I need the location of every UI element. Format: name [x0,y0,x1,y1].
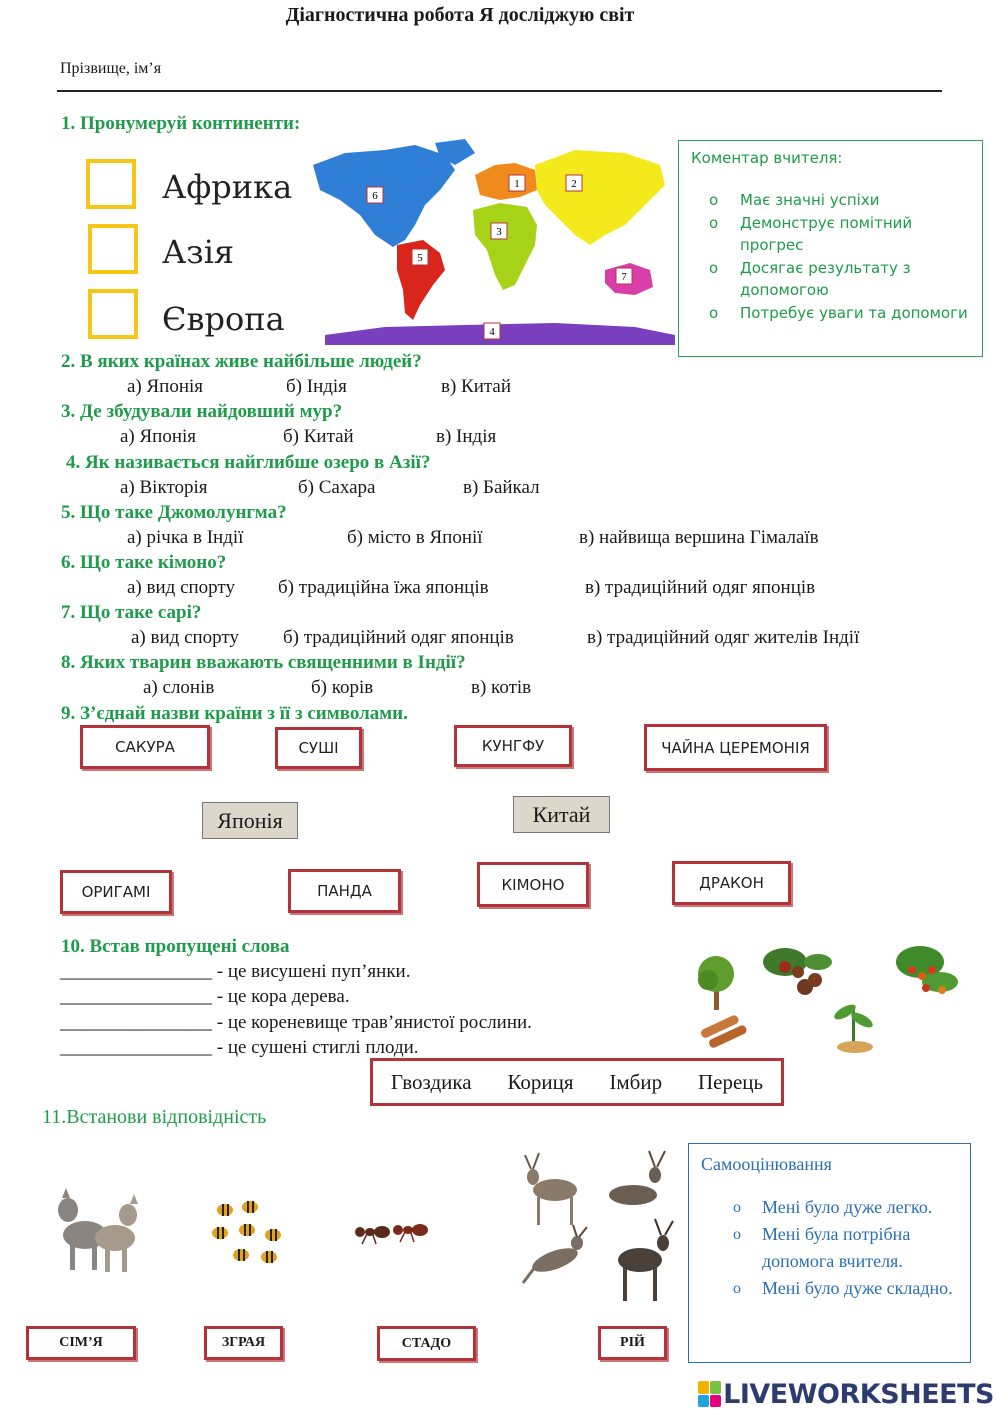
answer-option[interactable]: б) Індія [286,376,347,397]
map-number-6: 6 [372,190,378,202]
blank-input[interactable]: ________________ [60,1037,212,1058]
question-5: 5. Що таке Джомолунгма? [61,502,287,523]
symbol-card[interactable]: СУШІ [275,727,362,769]
map-number-5: 5 [417,252,423,264]
question-9: 9. З’єднай назви країни з її з символами. [61,703,408,724]
teacher-comment-title: Коментар вчителя: [691,149,843,167]
deer-icon [523,1225,587,1283]
symbol-card[interactable]: ДРАКОН [672,861,791,905]
spice-illustrations [690,932,970,1057]
world-map [305,135,680,345]
spice-word[interactable]: Гвоздика [390,1069,472,1094]
map-number-3: 3 [496,226,502,238]
answers-8 [0,677,1000,701]
spice-word[interactable]: Перець [697,1069,764,1094]
blank-input[interactable]: ________________ [60,1012,212,1033]
group-name-card[interactable]: СІМ’Я [26,1326,136,1360]
asia-shape [535,150,665,245]
name-label: Прізвище, ім’я [60,60,162,77]
deer-icon [609,1151,665,1205]
answer-option[interactable]: в) Китай [441,376,512,397]
logo-text: LIVEWORKSHEETS [723,1378,994,1410]
answer-option[interactable]: в) Індія [436,426,497,447]
self-assessment-option[interactable]: o Мені було дуже легко. [733,1194,965,1221]
question-10: 10. Встав пропущені слова [61,936,290,957]
self-assessment-box [688,1143,971,1363]
answer-option[interactable]: б) Китай [283,426,354,447]
ant-icon [393,1224,428,1242]
map-number-2: 2 [571,178,577,190]
answer-option[interactable]: а) вид спорту [127,577,235,598]
continent-label-asia: Азія [162,233,235,271]
question-6: 6. Що таке кімоно? [61,552,227,573]
liveworksheets-logo [698,1377,994,1411]
clove-plant-icon [763,948,832,995]
question-11: 11.Встанови відповідність [42,1106,267,1128]
answers-2 [0,376,1000,400]
north-america-shape [313,145,455,247]
symbol-card[interactable]: САКУРА [80,725,210,769]
answer-option[interactable]: б) традиційний одяг японців [283,627,514,648]
self-assessment-option[interactable]: o Мені було дуже складно. [733,1275,965,1302]
logo-mark-icon [698,1381,721,1407]
answer-option[interactable]: в) традиційний одяг жителів Індії [587,627,860,648]
answer-option[interactable]: в) Байкал [463,477,540,498]
symbol-card[interactable]: ЧАЙНА ЦЕРЕМОНІЯ [644,724,827,771]
group-name-card[interactable]: СТАДО [377,1326,476,1361]
answer-option[interactable]: в) котів [471,677,532,698]
wolf-icon [95,1194,138,1272]
answers-4 [0,477,1000,501]
ant-icon [355,1226,390,1244]
question-2: 2. В яких країнах живе найбільше людей? [61,351,422,372]
blank-sentence: - це висушені пуп’янки. [212,961,411,982]
continent-number-box-africa[interactable] [86,159,136,209]
bees-image [205,1195,290,1270]
comment-option[interactable]: o Має значні успіхи [709,189,979,211]
fill-blank-row [60,1037,419,1059]
spice-word[interactable]: Кориця [507,1069,574,1094]
comment-option[interactable]: o Потребує уваги та допомоги [709,302,979,324]
spice-word[interactable]: Імбир [609,1069,663,1094]
symbol-card[interactable]: КІМОНО [477,862,589,907]
question-7: 7. Що таке сарі? [61,602,202,623]
symbol-card[interactable]: КУНГФУ [454,725,572,767]
continent-label-europe: Європа [162,300,285,338]
answer-option[interactable]: в) традиційний одяг японців [585,577,816,598]
question-1: 1. Пронумеруй континенти: [61,113,301,134]
answer-option[interactable]: б) місто в Японії [347,527,483,548]
answer-option[interactable]: а) Японія [127,376,204,397]
spice-word-bank [370,1058,784,1106]
pepper-plant-icon [896,946,958,994]
answer-option[interactable]: б) традиційна їжа японців [278,577,489,598]
fill-blank-row [60,986,350,1008]
self-assessment-option[interactable]: o Мені була потрібна допомога вчителя. [733,1221,965,1275]
deer-icon [618,1219,673,1301]
answers-3 [0,426,1000,450]
answer-option[interactable]: а) Японія [120,426,197,447]
answer-option[interactable]: а) річка в Індії [127,527,244,548]
blank-input[interactable]: ________________ [60,986,212,1007]
answer-option[interactable]: б) Сахара [298,477,376,498]
name-input-line[interactable] [57,90,942,92]
symbol-card[interactable]: ПАНДА [288,869,401,913]
self-assessment-title: Самооцінювання [701,1154,832,1174]
comment-option[interactable]: o Досягає результату з допомогою [709,257,979,301]
symbol-card[interactable]: ОРИГАМІ [60,870,172,914]
blank-sentence: - це кора дерева. [212,986,350,1007]
answer-option[interactable]: в) найвища вершина Гімалаїв [579,527,819,548]
answer-option[interactable]: а) Вікторія [120,477,208,498]
answer-option[interactable]: б) корів [311,677,374,698]
group-name-card[interactable]: РІЙ [598,1326,667,1360]
answer-option[interactable]: а) слонів [143,677,215,698]
page-title: Діагностична робота Я досліджую світ [285,4,635,26]
europe-shape [475,163,537,200]
blank-input[interactable]: ________________ [60,961,212,982]
group-name-card[interactable]: ЗГРАЯ [204,1326,283,1360]
country-china[interactable]: Китай [513,796,610,833]
fill-blank-row [60,961,410,983]
deer-icon [525,1153,577,1225]
blank-sentence: - це сушені стиглі плоди. [212,1037,419,1058]
ginger-plant-icon [832,1002,875,1053]
continent-number-box-europe[interactable] [88,289,138,339]
africa-shape [473,203,537,290]
continent-label-africa: Африка [162,168,293,206]
answers-7 [0,627,1000,651]
fill-blank-row [60,1012,532,1034]
map-number-7: 7 [621,271,627,283]
question-8: 8. Яких тварин вважають священними в Індії? [61,652,466,673]
ants-image [350,1210,435,1250]
blank-sentence: - це кореневище трав’янистої рослини. [212,1012,532,1033]
deer-image [515,1145,680,1305]
question-3: 3. Де збудували найдовший мур? [61,401,343,422]
answers-6 [0,577,1000,601]
map-number-1: 1 [514,178,520,190]
wolf-icon [58,1188,107,1270]
wolves-image [50,1180,145,1280]
teacher-comment-box [678,140,983,357]
continent-number-box-asia[interactable] [88,224,138,274]
country-japan[interactable]: Японія [202,802,298,839]
bee-icon [212,1201,281,1263]
cinnamon-tree-icon [698,956,748,1049]
question-4: 4. Як називається найглибше озеро в Азії? [66,452,431,473]
answers-5 [0,527,1000,551]
map-number-4: 4 [489,326,495,338]
answer-option[interactable]: а) вид спорту [131,627,239,648]
comment-option[interactable]: o Демонструє помітний прогрес [709,212,979,256]
